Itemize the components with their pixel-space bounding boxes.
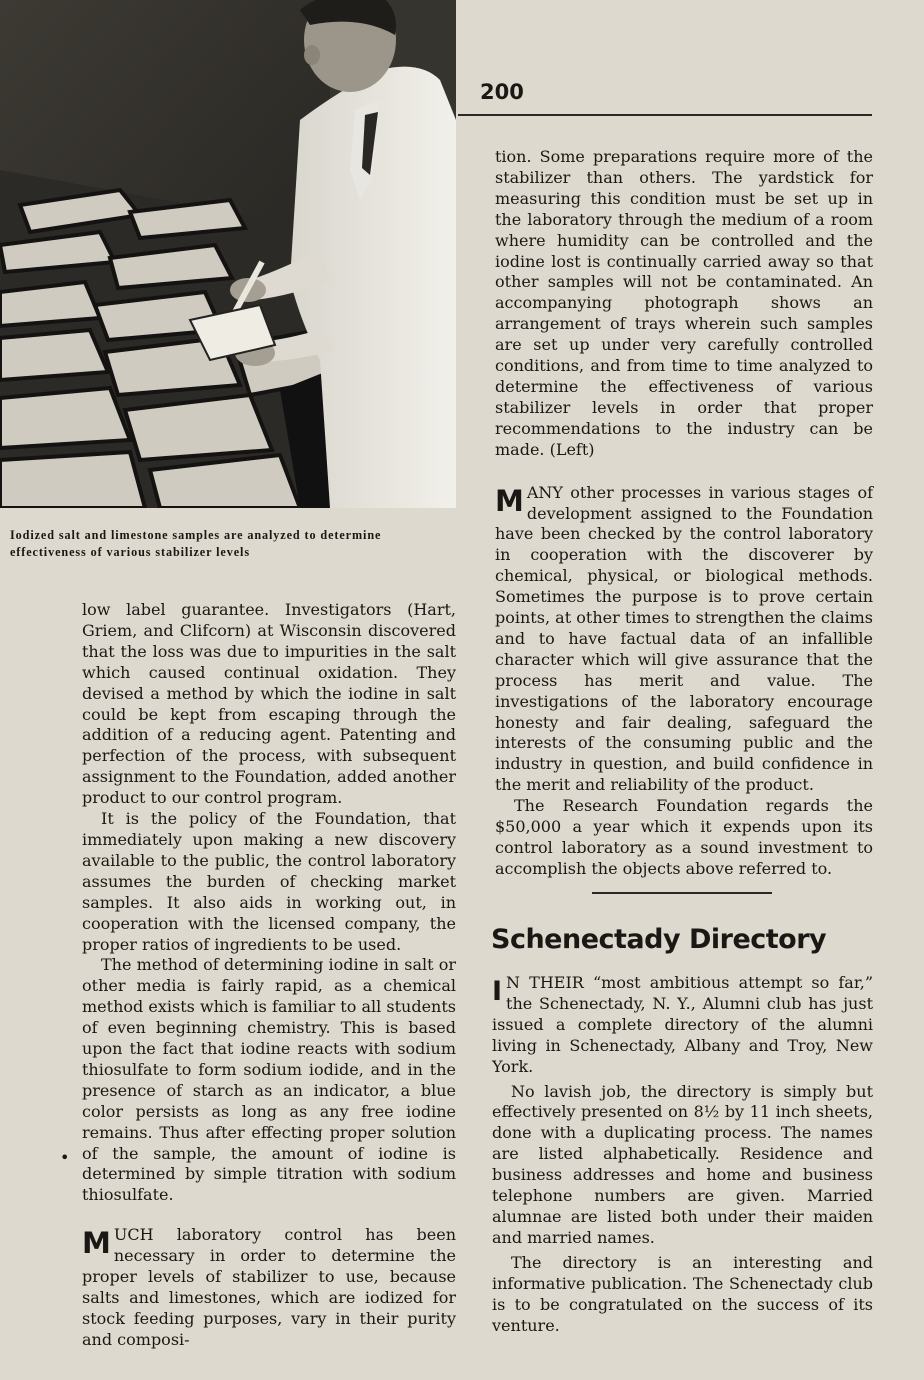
right-paragraph-2 [495, 483, 873, 797]
drop-cap: M [82, 1226, 110, 1261]
header-rule [458, 114, 872, 116]
page-number: 200 [480, 80, 524, 104]
right-paragraph-2-text: other processes in various stages of development assigned to the Foundation have been checked by the control laboratory in cooperation with the discoverer by chemical, physical, or biological methods. Sometimes the purpose is to prove certain points, at other times to strengthen the claims and to have factual data of an infallible character which will give assurance that the process has merit and value. The investigations of the laboratory encourage honesty and fair dealing, safeguard the interests of the consuming public and the industry in question, and build confidence in the merit and reliability of the product. [495, 482, 873, 795]
margin-bullet: • [60, 1148, 70, 1167]
drop-cap: I [492, 976, 502, 1007]
directory-paragraph-1 [492, 973, 873, 1078]
left-paragraph-2: It is the policy of the Foundation, that immediately upon making a new discovery available to the public, the control laboratory assumes the burden of checking market samples. It also aids in working out, in cooperation with the licensed company, the proper ratios of ingredients to be used. [82, 809, 456, 954]
small-caps-lead: ANY [526, 482, 563, 502]
section-divider [592, 892, 772, 894]
drop-cap: M [495, 483, 523, 518]
small-caps-lead: UCH [113, 1225, 154, 1245]
lab-photo [0, 0, 456, 508]
left-paragraph-3: The method of determining iodine in salt or other media is fairly rapid, as a chemical method exists which is familiar to all students of even beginning chemistry. This is based upon the fact that iodine reacts with sodium thiosulfate to form sodium iodide, and in the presence of starch as an indicator, a blue color persists as long as any free iodine remains. Thus after effecting proper solution of the sample, the amount of iodine is determined by simple titration with sodium thiosulfate. [82, 955, 456, 1205]
right-column [495, 147, 873, 880]
left-column [82, 600, 456, 1351]
left-paragraph-4 [82, 1225, 456, 1350]
right-paragraph-1: tion. Some preparations require more of the stabilizer than others. The yardstick for measuring this condition must be set up in the laboratory through the medium of a room where humidity can be controlled and the iodine lost is continually carried away so that other samples will not be contaminated. An accompanying photograph shows an arrangement of trays wherein such samples are set up under very carefully controlled conditions, and from time to time analyzed to determine the effectiveness of various stabilizer levels in order that proper recommendations to the industry can be made. (Left) [495, 147, 873, 459]
small-caps-lead: N THEIR [506, 973, 584, 992]
directory-article [492, 973, 873, 1336]
section-heading: Schenectady Directory [491, 924, 827, 955]
photo-caption: Iodized salt and limestone samples are analyzed to determine effectiveness of various stabilizer levels [10, 528, 382, 559]
lab-photo-illustration [0, 0, 456, 508]
left-paragraph-4-text: laboratory control has been necessary in order to determine the proper levels of stabilizer to use, because salts and limestones, which are iodized for stock feeding purposes, vary in their purity and composi- [82, 1225, 456, 1349]
right-paragraph-3: The Research Foundation regards the $50,000 a year which it expends upon its control laboratory as a sound investment to accomplish the objects above referred to. [495, 796, 873, 878]
directory-paragraph-3: The directory is an interesting and informative publication. The Schenectady club is to be congratulated on the success of its venture. [492, 1252, 873, 1335]
left-paragraph-1: low label guarantee. Investigators (Hart, Griem, and Clifcorn) at Wisconsin discovered that the loss was due to impurities in the salt which caused continual oxidation. They devised a method by which the iodine in salt could be kept from escaping through the addition of a reducing agent. Patenting and perfection of the process, with subsequent assignment to the Foundation, added another product to our control program. [82, 600, 456, 808]
directory-paragraph-2: No lavish job, the directory is simply but effectively presented on 8½ by 11 inch sheets, done with a duplicating process. The names are listed alphabetically. Residence and business addresses and home and business telephone numbers are given. Married alumnae are listed both under their maiden and married names. [492, 1081, 873, 1247]
directory-paragraph-1-text: “most ambitious attempt so far,” the Schenectady, N. Y., Alumni club has just issued a complete directory of the alumni living in Schenectady, Albany and Troy, New York. [492, 973, 873, 1076]
